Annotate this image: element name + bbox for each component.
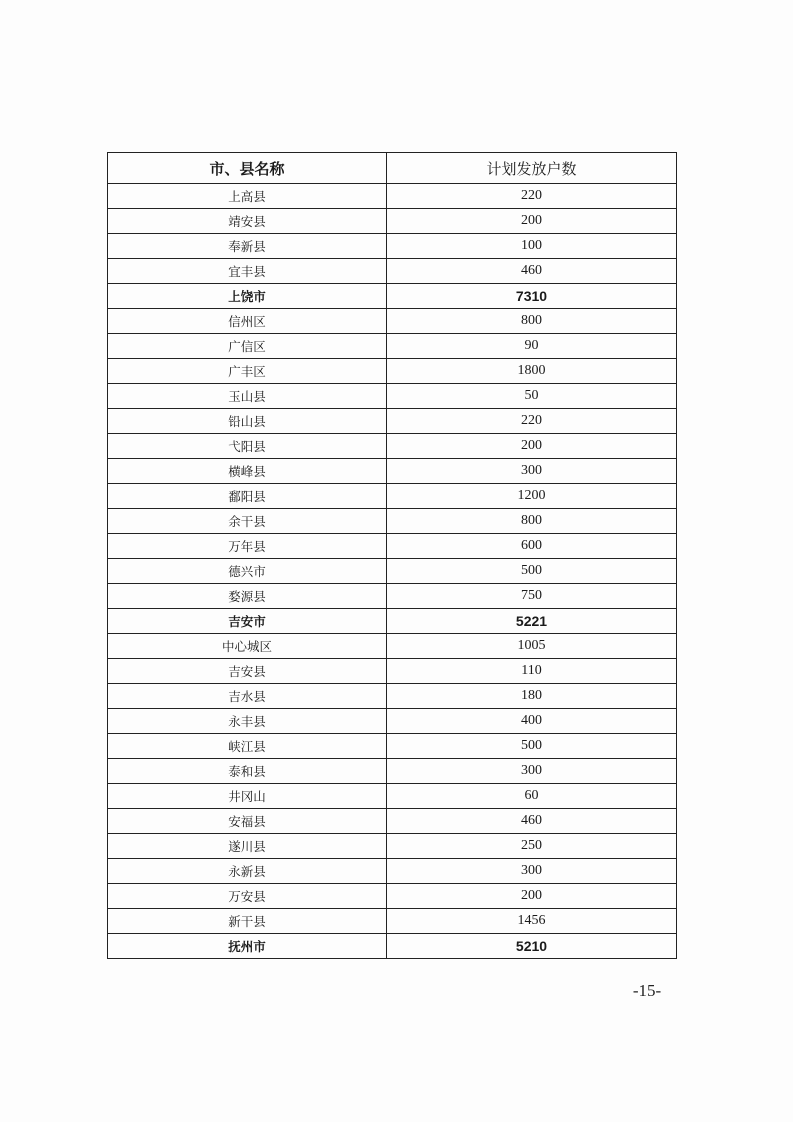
region-name-cell: 泰和县	[108, 759, 387, 784]
household-count-cell: 300	[387, 459, 677, 484]
household-count-cell: 460	[387, 809, 677, 834]
region-name-cell: 婺源县	[108, 584, 387, 609]
region-name-cell: 广信区	[108, 334, 387, 359]
table-row	[108, 684, 677, 709]
region-name-cell: 中心城区	[108, 634, 387, 659]
region-name-cell: 宜丰县	[108, 259, 387, 284]
region-name-cell: 德兴市	[108, 559, 387, 584]
table-row-city	[108, 609, 677, 634]
table-row	[108, 434, 677, 459]
table-row	[108, 384, 677, 409]
region-name-cell: 井冈山	[108, 784, 387, 809]
table-row	[108, 234, 677, 259]
table-row	[108, 309, 677, 334]
household-count-cell: 400	[387, 709, 677, 734]
household-count-cell: 500	[387, 559, 677, 584]
table-row	[108, 584, 677, 609]
table-row	[108, 459, 677, 484]
header-region-name: 市、县名称	[108, 153, 387, 184]
region-name-cell: 吉安市	[108, 609, 387, 634]
household-count-cell: 250	[387, 834, 677, 859]
household-count-cell: 180	[387, 684, 677, 709]
region-name-cell: 万年县	[108, 534, 387, 559]
table-row	[108, 359, 677, 384]
table-row-city	[108, 284, 677, 309]
table-row	[108, 184, 677, 209]
page-number: -15-	[632, 981, 662, 1000]
household-count-cell: 300	[387, 859, 677, 884]
household-count-cell: 800	[387, 509, 677, 534]
region-name-cell: 弋阳县	[108, 434, 387, 459]
region-name-cell: 信州区	[108, 309, 387, 334]
region-name-cell: 靖安县	[108, 209, 387, 234]
household-count-cell: 200	[387, 884, 677, 909]
household-count-cell: 5210	[387, 934, 677, 959]
allocation-table	[107, 152, 677, 959]
region-name-cell: 上饶市	[108, 284, 387, 309]
table-row	[108, 909, 677, 934]
household-count-cell: 100	[387, 234, 677, 259]
household-count-cell: 500	[387, 734, 677, 759]
household-count-cell: 460	[387, 259, 677, 284]
table-header-row	[108, 153, 677, 184]
table-row	[108, 834, 677, 859]
region-name-cell: 永新县	[108, 859, 387, 884]
household-count-cell: 200	[387, 209, 677, 234]
household-count-cell: 200	[387, 434, 677, 459]
table-row	[108, 559, 677, 584]
table-row	[108, 759, 677, 784]
household-count-cell: 800	[387, 309, 677, 334]
table-row	[108, 209, 677, 234]
table-row	[108, 259, 677, 284]
household-count-cell: 5221	[387, 609, 677, 634]
region-name-cell: 余干县	[108, 509, 387, 534]
table-row-city	[108, 934, 677, 959]
region-name-cell: 万安县	[108, 884, 387, 909]
header-planned-households: 计划发放户数	[387, 153, 677, 184]
region-name-cell: 上高县	[108, 184, 387, 209]
household-count-cell: 50	[387, 384, 677, 409]
table-row	[108, 334, 677, 359]
region-name-cell: 遂川县	[108, 834, 387, 859]
household-count-cell: 220	[387, 409, 677, 434]
table-row	[108, 709, 677, 734]
region-name-cell: 抚州市	[108, 934, 387, 959]
region-name-cell: 玉山县	[108, 384, 387, 409]
region-name-cell: 吉安县	[108, 659, 387, 684]
household-count-cell: 60	[387, 784, 677, 809]
household-count-cell: 1200	[387, 484, 677, 509]
household-count-cell: 220	[387, 184, 677, 209]
household-count-cell: 110	[387, 659, 677, 684]
region-name-cell: 新干县	[108, 909, 387, 934]
region-name-cell: 安福县	[108, 809, 387, 834]
table-row	[108, 884, 677, 909]
table-body	[108, 184, 677, 959]
region-name-cell: 奉新县	[108, 234, 387, 259]
region-name-cell: 铅山县	[108, 409, 387, 434]
household-count-cell: 1005	[387, 634, 677, 659]
table-row	[108, 809, 677, 834]
household-count-cell: 90	[387, 334, 677, 359]
household-count-cell: 300	[387, 759, 677, 784]
table-row	[108, 634, 677, 659]
table-row	[108, 534, 677, 559]
household-count-cell: 600	[387, 534, 677, 559]
household-count-cell: 1456	[387, 909, 677, 934]
household-count-cell: 7310	[387, 284, 677, 309]
table-row	[108, 859, 677, 884]
region-name-cell: 峡江县	[108, 734, 387, 759]
table-row	[108, 734, 677, 759]
table-row	[108, 784, 677, 809]
household-count-cell: 750	[387, 584, 677, 609]
household-count-cell: 1800	[387, 359, 677, 384]
region-name-cell: 横峰县	[108, 459, 387, 484]
region-name-cell: 广丰区	[108, 359, 387, 384]
region-name-cell: 永丰县	[108, 709, 387, 734]
table-row	[108, 509, 677, 534]
table-row	[108, 409, 677, 434]
table-row	[108, 484, 677, 509]
region-name-cell: 吉水县	[108, 684, 387, 709]
region-name-cell: 鄱阳县	[108, 484, 387, 509]
table-row	[108, 659, 677, 684]
